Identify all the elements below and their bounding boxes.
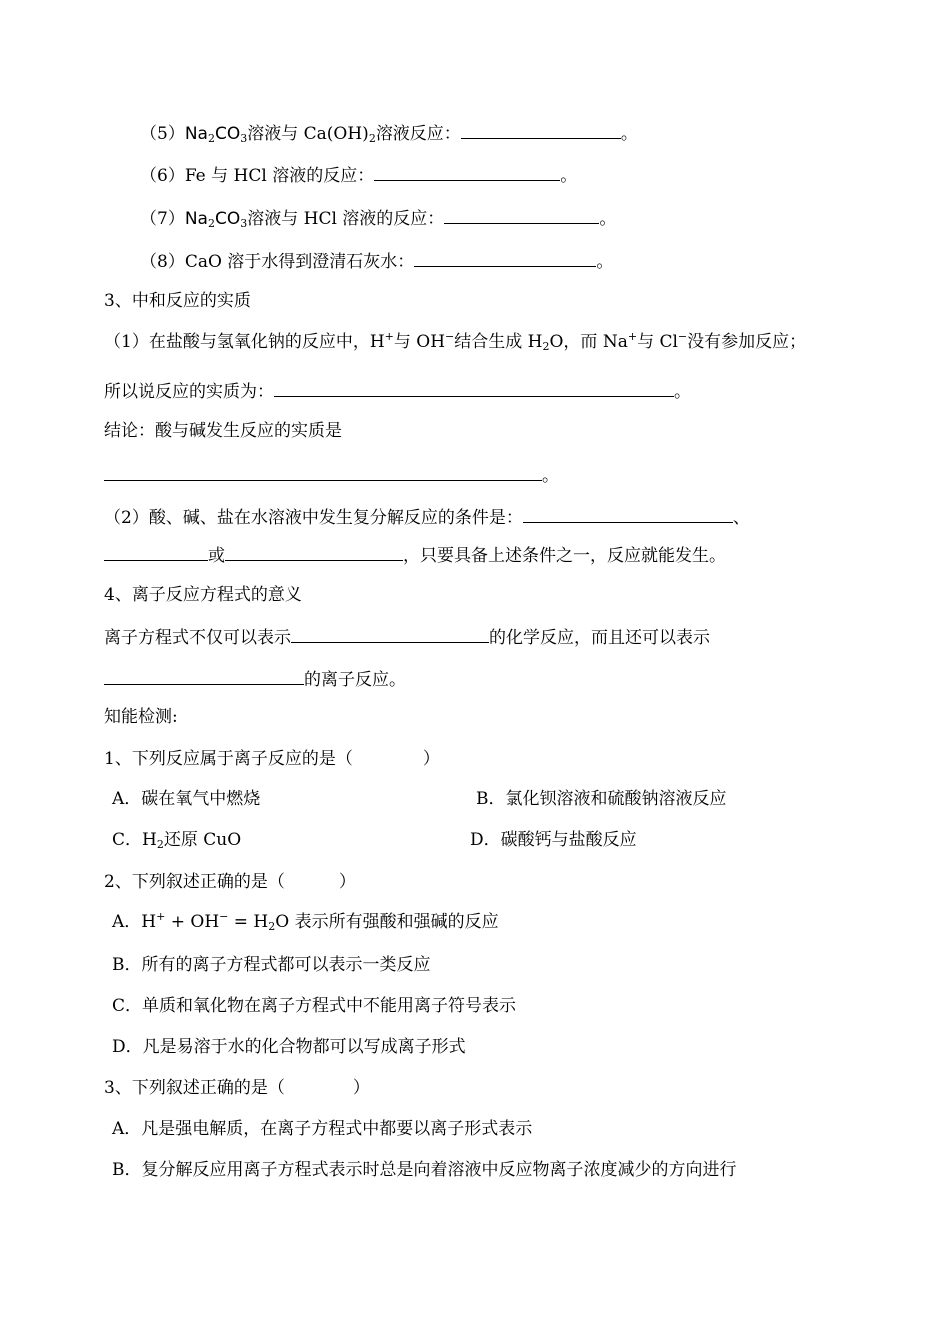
section-4-p-line2 — [104, 666, 406, 691]
superscript: + — [627, 330, 638, 343]
paren-close: ） — [338, 872, 356, 892]
paragraph-text: 结合生成 H — [454, 332, 543, 352]
subscript: 2 — [268, 920, 276, 933]
option-text: = H — [228, 912, 269, 932]
superscript: − — [445, 330, 455, 343]
option-text: + OH — [165, 912, 220, 932]
paragraph-text: 离子方程式不仅可以表示 — [104, 628, 291, 648]
reaction-5 — [140, 120, 638, 145]
q3-option-b[interactable]: B．复分解反应用离子方程式表示时总是向着溶液中反应物离子浓度减少的方向进行 — [112, 1160, 737, 1180]
question-1 — [104, 748, 440, 770]
paragraph-text: 与 Cl — [637, 332, 678, 352]
formula-text: CO — [214, 124, 241, 144]
reaction-text: 溶液反应： — [375, 124, 461, 144]
period: 。 — [599, 209, 617, 229]
option-text: 还原 CuO — [163, 830, 242, 850]
reaction-6 — [140, 162, 577, 187]
superscript: − — [677, 330, 688, 343]
question-3 — [104, 1077, 370, 1099]
paragraph-text: （1）在盐酸与氢氧化钠的反应中，H — [104, 332, 385, 352]
subscript: 2 — [207, 217, 215, 230]
subscript: 3 — [240, 217, 248, 230]
q1-option-d[interactable]: D．碳酸钙与盐酸反应 — [470, 830, 637, 850]
check-title: 知能检测: — [104, 707, 178, 727]
question-stem: 1、下列反应属于离子反应的是（ — [104, 749, 353, 769]
q2-option-d[interactable]: D．凡是易溶于水的化合物都可以写成离子形式 — [112, 1037, 466, 1057]
superscript: + — [384, 330, 394, 343]
answer-blank[interactable] — [414, 248, 596, 267]
conclusion: 结论：酸与碱发生反应的实质是 — [104, 421, 342, 441]
subscript: 2 — [156, 838, 164, 851]
q2-option-b[interactable]: B．所有的离子方程式都可以表示一类反应 — [112, 955, 431, 975]
answer-blank[interactable] — [225, 542, 403, 561]
period: 。 — [620, 124, 638, 144]
paragraph-text: （2）酸、碱、盐在水溶液中发生复分解反应的条件是： — [104, 508, 523, 528]
paragraph-text: ，只要具备上述条件之一，反应就能发生。 — [403, 546, 726, 566]
subscript: 2 — [542, 340, 550, 353]
paren-close: ） — [422, 749, 440, 769]
answer-blank[interactable] — [374, 162, 560, 181]
option-text: C．H — [112, 830, 157, 850]
reaction-8 — [140, 248, 613, 273]
section-3-p2 — [104, 504, 750, 529]
question-stem: 3、下列叙述正确的是（ — [104, 1078, 285, 1098]
subscript: 2 — [207, 132, 215, 145]
paragraph-text: O，而 Na — [549, 332, 628, 352]
reaction-text: 溶液与 HCl 溶液的反应： — [247, 209, 445, 229]
answer-blank[interactable] — [104, 666, 304, 685]
reaction-text: 溶液与 Ca(OH) — [247, 124, 369, 144]
subscript: 2 — [368, 132, 376, 145]
q3-option-a[interactable]: A．凡是强电解质，在离子方程式中都要以离子形式表示 — [112, 1119, 533, 1139]
answer-blank[interactable] — [274, 378, 674, 397]
q1-option-a[interactable]: A．碳在氧气中燃烧 — [112, 789, 261, 809]
q1-option-b[interactable]: B．氯化钡溶液和硫酸钠溶液反应 — [476, 789, 727, 809]
paragraph-text: 的离子反应。 — [304, 670, 406, 690]
section-3-p1-line2 — [104, 378, 691, 403]
reaction-text: （6）Fe 与 HCl 溶液的反应： — [140, 166, 375, 186]
reaction-7 — [140, 205, 616, 230]
superscript: + — [156, 910, 166, 923]
reaction-text: （8）CaO 溶于水得到澄清石灰水： — [140, 252, 415, 272]
option-text: O 表示所有强酸和强碱的反应 — [275, 912, 499, 932]
question-2 — [104, 871, 356, 893]
paragraph-text: 没有参加反应； — [687, 332, 807, 352]
paragraph-text: 与 OH — [393, 332, 446, 352]
subscript: 3 — [240, 132, 248, 145]
conclusion-line — [104, 462, 559, 487]
formula-text: Na — [184, 209, 208, 229]
q1-option-c[interactable] — [112, 829, 241, 851]
period: 。 — [560, 166, 578, 186]
paragraph-text: 或 — [208, 546, 225, 566]
section-4-title: 4、离子反应方程式的意义 — [104, 585, 302, 605]
section-4-p — [104, 624, 710, 649]
separator: 、 — [732, 508, 750, 528]
superscript: − — [219, 910, 229, 923]
section-3-p1 — [104, 331, 806, 353]
answer-blank[interactable] — [104, 462, 542, 481]
item-number: （5） — [140, 124, 185, 144]
paragraph-text: 所以说反应的实质为： — [104, 382, 274, 402]
period: 。 — [674, 382, 691, 402]
answer-blank[interactable] — [523, 504, 733, 523]
paragraph-text: 的化学反应，而且还可以表示 — [489, 628, 710, 648]
answer-blank[interactable] — [461, 120, 621, 139]
answer-blank[interactable] — [104, 542, 208, 561]
option-text: A．H — [112, 912, 157, 932]
item-number: （7） — [140, 209, 185, 229]
section-3-p2-line2 — [104, 542, 726, 567]
answer-blank[interactable] — [291, 624, 489, 643]
paren-close: ） — [352, 1078, 370, 1098]
period: 。 — [596, 252, 614, 272]
q2-option-a[interactable] — [112, 911, 499, 933]
period: 。 — [542, 466, 559, 486]
q2-option-c[interactable]: C．单质和氧化物在离子方程式中不能用离子符号表示 — [112, 996, 517, 1016]
answer-blank[interactable] — [444, 205, 599, 224]
question-stem: 2、下列叙述正确的是（ — [104, 872, 285, 892]
section-3-title: 3、中和反应的实质 — [104, 291, 251, 311]
formula-text: Na — [184, 124, 208, 144]
formula-text: CO — [214, 209, 241, 229]
